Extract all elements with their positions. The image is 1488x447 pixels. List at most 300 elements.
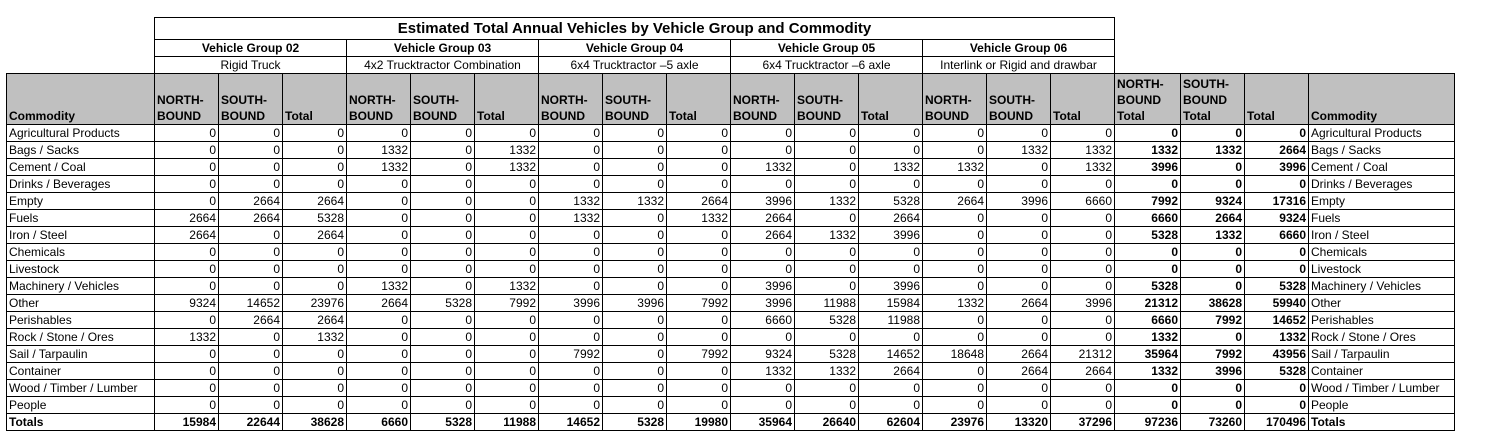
value-cell: 0 <box>667 380 731 397</box>
row-total-cell: 1332 <box>1115 142 1181 159</box>
value-cell: 1332 <box>795 193 859 210</box>
value-cell: 0 <box>347 176 411 193</box>
group-04-name: Vehicle Group 04 <box>539 40 731 57</box>
row-total-cell: 0 <box>1115 261 1181 278</box>
value-cell: 0 <box>603 329 667 346</box>
value-cell: 0 <box>475 125 539 142</box>
total-value-cell: 6660 <box>347 414 411 431</box>
value-cell: 9324 <box>731 346 795 363</box>
value-cell: 0 <box>987 227 1051 244</box>
value-cell: 7992 <box>475 295 539 312</box>
value-cell: 0 <box>987 380 1051 397</box>
value-cell: 0 <box>1051 397 1115 414</box>
value-cell: 2664 <box>219 312 283 329</box>
row-total-cell: 0 <box>1181 244 1245 261</box>
value-cell: 1332 <box>347 159 411 176</box>
total-value-cell: 35964 <box>731 414 795 431</box>
value-cell: 0 <box>155 312 219 329</box>
value-cell: 0 <box>283 125 347 142</box>
row-total-cell: 0 <box>1181 380 1245 397</box>
vehicle-commodity-table <box>6 17 1455 431</box>
commodity-cell-right: Chemicals <box>1309 244 1455 261</box>
value-cell: 1332 <box>155 329 219 346</box>
value-cell: 2664 <box>155 210 219 227</box>
value-cell: 0 <box>347 210 411 227</box>
header-total: Total <box>667 74 731 125</box>
value-cell: 2664 <box>283 193 347 210</box>
table-row <box>7 227 1455 244</box>
value-cell: 15984 <box>859 295 923 312</box>
value-cell: 0 <box>795 176 859 193</box>
value-cell: 0 <box>347 244 411 261</box>
row-total-cell: 3996 <box>1115 159 1181 176</box>
value-cell: 0 <box>795 278 859 295</box>
value-cell: 0 <box>219 125 283 142</box>
row-total-cell: 0 <box>1181 329 1245 346</box>
group-04-desc: 6x4 Trucktractor –5 axle <box>539 57 731 74</box>
group-desc-row <box>7 57 1455 74</box>
total-value-cell: 37296 <box>1051 414 1115 431</box>
value-cell: 5328 <box>411 295 475 312</box>
total-value-cell: 62604 <box>859 414 923 431</box>
value-cell: 0 <box>987 397 1051 414</box>
value-cell: 0 <box>347 346 411 363</box>
value-cell: 0 <box>347 193 411 210</box>
value-cell: 2664 <box>987 346 1051 363</box>
row-total-cell: 1332 <box>1181 142 1245 159</box>
value-cell: 1332 <box>475 142 539 159</box>
value-cell: 0 <box>1051 176 1115 193</box>
value-cell: 0 <box>411 193 475 210</box>
value-cell: 0 <box>347 261 411 278</box>
value-cell: 0 <box>539 278 603 295</box>
value-cell: 0 <box>603 227 667 244</box>
value-cell: 5328 <box>859 193 923 210</box>
value-cell: 1332 <box>347 278 411 295</box>
value-cell: 2664 <box>1051 363 1115 380</box>
row-total-cell: 0 <box>1245 125 1309 142</box>
value-cell: 0 <box>347 380 411 397</box>
row-total-cell: 7992 <box>1115 193 1181 210</box>
header-northbound: NORTH-BOUND <box>923 74 987 125</box>
value-cell: 0 <box>1051 329 1115 346</box>
value-cell: 2664 <box>987 295 1051 312</box>
row-total-cell: 17316 <box>1245 193 1309 210</box>
value-cell: 0 <box>1051 380 1115 397</box>
group-03-name: Vehicle Group 03 <box>347 40 539 57</box>
value-cell: 0 <box>219 278 283 295</box>
commodity-cell: Machinery / Vehicles <box>7 278 155 295</box>
value-cell: 0 <box>219 363 283 380</box>
value-cell: 0 <box>475 210 539 227</box>
table-row <box>7 159 1455 176</box>
value-cell: 0 <box>923 176 987 193</box>
value-cell: 0 <box>923 227 987 244</box>
row-total-cell: 9324 <box>1181 193 1245 210</box>
value-cell: 7992 <box>667 295 731 312</box>
value-cell: 3996 <box>731 193 795 210</box>
value-cell: 1332 <box>347 142 411 159</box>
value-cell: 1332 <box>923 295 987 312</box>
row-total-cell: 1332 <box>1245 329 1309 346</box>
commodity-cell-right: Bags / Sacks <box>1309 142 1455 159</box>
value-cell: 0 <box>219 261 283 278</box>
value-cell: 0 <box>923 397 987 414</box>
value-cell: 1332 <box>539 210 603 227</box>
value-cell: 18648 <box>923 346 987 363</box>
value-cell: 1332 <box>1051 159 1115 176</box>
header-northbound: NORTH-BOUND <box>155 74 219 125</box>
value-cell: 1332 <box>923 159 987 176</box>
value-cell: 0 <box>795 261 859 278</box>
value-cell: 2664 <box>859 210 923 227</box>
commodity-cell: Container <box>7 363 155 380</box>
total-value-cell: 26640 <box>795 414 859 431</box>
table-row <box>7 397 1455 414</box>
value-cell: 0 <box>987 125 1051 142</box>
header-northbound: NORTH-BOUND <box>731 74 795 125</box>
value-cell: 9324 <box>155 295 219 312</box>
title-row <box>7 18 1455 40</box>
grand-total-cell: 170496 <box>1245 414 1309 431</box>
value-cell: 2664 <box>283 312 347 329</box>
value-cell: 2664 <box>347 295 411 312</box>
value-cell: 0 <box>475 261 539 278</box>
value-cell: 0 <box>859 142 923 159</box>
value-cell: 0 <box>347 397 411 414</box>
value-cell: 0 <box>411 312 475 329</box>
value-cell: 0 <box>987 329 1051 346</box>
row-total-cell: 21312 <box>1115 295 1181 312</box>
commodity-cell-right: Sail / Tarpaulin <box>1309 346 1455 363</box>
total-value-cell: 5328 <box>603 414 667 431</box>
table-row <box>7 329 1455 346</box>
value-cell: 0 <box>859 176 923 193</box>
totals-row <box>7 414 1455 431</box>
value-cell: 0 <box>987 176 1051 193</box>
table-row <box>7 142 1455 159</box>
group-06-desc: Interlink or Rigid and drawbar <box>923 57 1115 74</box>
row-total-cell: 9324 <box>1245 210 1309 227</box>
value-cell: 2664 <box>155 227 219 244</box>
row-total-cell: 1332 <box>1115 329 1181 346</box>
row-total-cell: 0 <box>1181 397 1245 414</box>
value-cell: 0 <box>219 142 283 159</box>
value-cell: 0 <box>539 261 603 278</box>
row-total-cell: 14652 <box>1245 312 1309 329</box>
value-cell: 0 <box>795 142 859 159</box>
value-cell: 0 <box>923 363 987 380</box>
totals-label: Totals <box>7 414 155 431</box>
row-total-cell: 0 <box>1245 380 1309 397</box>
value-cell: 0 <box>219 346 283 363</box>
row-total-cell: 0 <box>1181 176 1245 193</box>
row-total-cell: 0 <box>1245 397 1309 414</box>
table-row <box>7 278 1455 295</box>
value-cell: 0 <box>347 125 411 142</box>
value-cell: 5328 <box>795 312 859 329</box>
header-southbound: SOUTH-BOUND <box>795 74 859 125</box>
commodity-cell: Perishables <box>7 312 155 329</box>
commodity-cell-right: Machinery / Vehicles <box>1309 278 1455 295</box>
table-row <box>7 210 1455 227</box>
value-cell: 0 <box>923 210 987 227</box>
value-cell: 0 <box>731 261 795 278</box>
total-value-cell: 11988 <box>475 414 539 431</box>
value-cell: 0 <box>539 244 603 261</box>
value-cell: 1332 <box>859 159 923 176</box>
value-cell: 0 <box>539 125 603 142</box>
row-total-cell: 0 <box>1181 125 1245 142</box>
value-cell: 0 <box>667 125 731 142</box>
value-cell: 0 <box>603 159 667 176</box>
value-cell: 0 <box>923 380 987 397</box>
value-cell: 0 <box>411 363 475 380</box>
value-cell: 1332 <box>795 227 859 244</box>
value-cell: 0 <box>411 397 475 414</box>
value-cell: 0 <box>667 312 731 329</box>
total-value-cell: 23976 <box>923 414 987 431</box>
value-cell: 14652 <box>859 346 923 363</box>
value-cell: 0 <box>1051 210 1115 227</box>
group-02-desc: Rigid Truck <box>155 57 347 74</box>
table-row <box>7 193 1455 210</box>
value-cell: 2664 <box>219 193 283 210</box>
row-total-cell: 0 <box>1181 278 1245 295</box>
value-cell: 0 <box>923 142 987 159</box>
value-cell: 0 <box>859 329 923 346</box>
value-cell: 0 <box>539 329 603 346</box>
value-cell: 0 <box>539 380 603 397</box>
value-cell: 0 <box>475 380 539 397</box>
value-cell: 0 <box>987 312 1051 329</box>
table-row <box>7 244 1455 261</box>
value-cell: 0 <box>347 312 411 329</box>
grand-total-cell: 73260 <box>1181 414 1245 431</box>
commodity-cell: Bags / Sacks <box>7 142 155 159</box>
value-cell: 3996 <box>603 295 667 312</box>
commodity-cell: Cement / Coal <box>7 159 155 176</box>
value-cell: 0 <box>923 278 987 295</box>
total-value-cell: 14652 <box>539 414 603 431</box>
value-cell: 1332 <box>475 159 539 176</box>
totals-label-right: Totals <box>1309 414 1455 431</box>
value-cell: 0 <box>347 329 411 346</box>
value-cell: 0 <box>219 397 283 414</box>
value-cell: 0 <box>987 244 1051 261</box>
value-cell: 0 <box>347 363 411 380</box>
value-cell: 0 <box>155 380 219 397</box>
table-row <box>7 125 1455 142</box>
value-cell: 0 <box>539 397 603 414</box>
value-cell: 1332 <box>1051 142 1115 159</box>
value-cell: 0 <box>539 176 603 193</box>
value-cell: 3996 <box>859 227 923 244</box>
value-cell: 0 <box>667 159 731 176</box>
value-cell: 0 <box>795 244 859 261</box>
value-cell: 0 <box>283 261 347 278</box>
header-southbound: SOUTH-BOUND <box>603 74 667 125</box>
value-cell: 0 <box>475 227 539 244</box>
value-cell: 0 <box>219 329 283 346</box>
value-cell: 3996 <box>539 295 603 312</box>
value-cell: 23976 <box>283 295 347 312</box>
value-cell: 0 <box>411 176 475 193</box>
row-total-cell: 6660 <box>1245 227 1309 244</box>
value-cell: 0 <box>795 329 859 346</box>
value-cell: 0 <box>155 159 219 176</box>
row-total-cell: 0 <box>1245 244 1309 261</box>
commodity-cell-right: Rock / Stone / Ores <box>1309 329 1455 346</box>
value-cell: 0 <box>667 397 731 414</box>
header-southbound: SOUTH-BOUND <box>987 74 1051 125</box>
commodity-cell: Empty <box>7 193 155 210</box>
row-total-cell: 0 <box>1115 244 1181 261</box>
value-cell: 0 <box>155 193 219 210</box>
row-total-cell: 5328 <box>1115 227 1181 244</box>
value-cell: 0 <box>603 125 667 142</box>
commodity-cell-right: Container <box>1309 363 1455 380</box>
value-cell: 0 <box>923 125 987 142</box>
row-total-cell: 0 <box>1245 176 1309 193</box>
value-cell: 0 <box>411 227 475 244</box>
value-cell: 5328 <box>283 210 347 227</box>
value-cell: 0 <box>1051 227 1115 244</box>
value-cell: 0 <box>475 176 539 193</box>
value-cell: 14652 <box>219 295 283 312</box>
value-cell: 0 <box>475 193 539 210</box>
value-cell: 0 <box>859 397 923 414</box>
value-cell: 0 <box>603 210 667 227</box>
value-cell: 0 <box>603 363 667 380</box>
total-value-cell: 38628 <box>283 414 347 431</box>
row-total-cell: 38628 <box>1181 295 1245 312</box>
value-cell: 0 <box>795 159 859 176</box>
value-cell: 0 <box>283 142 347 159</box>
table-row <box>7 380 1455 397</box>
value-cell: 0 <box>475 397 539 414</box>
row-total-cell: 0 <box>1181 261 1245 278</box>
value-cell: 1332 <box>475 278 539 295</box>
table-row <box>7 363 1455 380</box>
value-cell: 0 <box>411 278 475 295</box>
value-cell: 0 <box>923 261 987 278</box>
header-commodity: Commodity <box>7 74 155 125</box>
value-cell: 0 <box>283 159 347 176</box>
commodity-cell-right: Cement / Coal <box>1309 159 1455 176</box>
value-cell: 0 <box>411 210 475 227</box>
commodity-cell-right: Drinks / Beverages <box>1309 176 1455 193</box>
value-cell: 6660 <box>1051 193 1115 210</box>
commodity-cell-right: Iron / Steel <box>1309 227 1455 244</box>
value-cell: 0 <box>603 142 667 159</box>
value-cell: 0 <box>923 329 987 346</box>
value-cell: 1332 <box>731 363 795 380</box>
value-cell: 0 <box>667 176 731 193</box>
row-total-cell: 2664 <box>1181 210 1245 227</box>
commodity-cell-right: Wood / Timber / Lumber <box>1309 380 1455 397</box>
value-cell: 0 <box>475 312 539 329</box>
value-cell: 0 <box>283 397 347 414</box>
value-cell: 3996 <box>987 193 1051 210</box>
header-southbound: SOUTH-BOUND <box>219 74 283 125</box>
value-cell: 0 <box>603 397 667 414</box>
value-cell: 0 <box>219 159 283 176</box>
value-cell: 0 <box>667 363 731 380</box>
header-northbound-total: NORTH-BOUND Total <box>1115 74 1181 125</box>
row-total-cell: 6660 <box>1115 210 1181 227</box>
grand-total-cell: 97236 <box>1115 414 1181 431</box>
commodity-cell-right: People <box>1309 397 1455 414</box>
commodity-cell: Agricultural Products <box>7 125 155 142</box>
value-cell: 0 <box>667 142 731 159</box>
commodity-cell-right: Empty <box>1309 193 1455 210</box>
value-cell: 0 <box>731 244 795 261</box>
value-cell: 0 <box>1051 278 1115 295</box>
value-cell: 0 <box>539 312 603 329</box>
row-total-cell: 0 <box>1245 261 1309 278</box>
value-cell: 0 <box>859 244 923 261</box>
header-northbound: NORTH-BOUND <box>539 74 603 125</box>
header-commodity-right: Commodity <box>1309 74 1455 125</box>
value-cell: 0 <box>667 244 731 261</box>
total-value-cell: 5328 <box>411 414 475 431</box>
value-cell: 0 <box>987 210 1051 227</box>
value-cell: 1332 <box>795 363 859 380</box>
row-total-cell: 5328 <box>1245 363 1309 380</box>
value-cell: 0 <box>603 312 667 329</box>
value-cell: 0 <box>411 244 475 261</box>
value-cell: 0 <box>603 278 667 295</box>
commodity-cell: Drinks / Beverages <box>7 176 155 193</box>
value-cell: 0 <box>219 380 283 397</box>
value-cell: 1332 <box>539 193 603 210</box>
value-cell: 0 <box>859 125 923 142</box>
header-total: Total <box>1051 74 1115 125</box>
value-cell: 0 <box>603 380 667 397</box>
value-cell: 0 <box>795 210 859 227</box>
value-cell: 0 <box>731 397 795 414</box>
commodity-cell-right: Perishables <box>1309 312 1455 329</box>
value-cell: 0 <box>987 261 1051 278</box>
value-cell: 3996 <box>859 278 923 295</box>
value-cell: 0 <box>667 261 731 278</box>
row-total-cell: 3996 <box>1181 363 1245 380</box>
row-total-cell: 3996 <box>1245 159 1309 176</box>
row-total-cell: 0 <box>1115 397 1181 414</box>
header-grand-total: Total <box>1245 74 1309 125</box>
value-cell: 2664 <box>859 363 923 380</box>
group-name-row <box>7 40 1455 57</box>
row-total-cell: 5328 <box>1115 278 1181 295</box>
value-cell: 0 <box>1051 125 1115 142</box>
row-total-cell: 1332 <box>1181 227 1245 244</box>
value-cell: 0 <box>731 329 795 346</box>
commodity-cell: Wood / Timber / Lumber <box>7 380 155 397</box>
value-cell: 3996 <box>731 295 795 312</box>
value-cell: 0 <box>859 380 923 397</box>
value-cell: 0 <box>603 261 667 278</box>
commodity-cell: People <box>7 397 155 414</box>
commodity-cell: Chemicals <box>7 244 155 261</box>
value-cell: 0 <box>283 278 347 295</box>
value-cell: 0 <box>539 227 603 244</box>
value-cell: 0 <box>155 176 219 193</box>
total-value-cell: 15984 <box>155 414 219 431</box>
row-total-cell: 1332 <box>1115 363 1181 380</box>
value-cell: 0 <box>923 312 987 329</box>
value-cell: 0 <box>731 380 795 397</box>
